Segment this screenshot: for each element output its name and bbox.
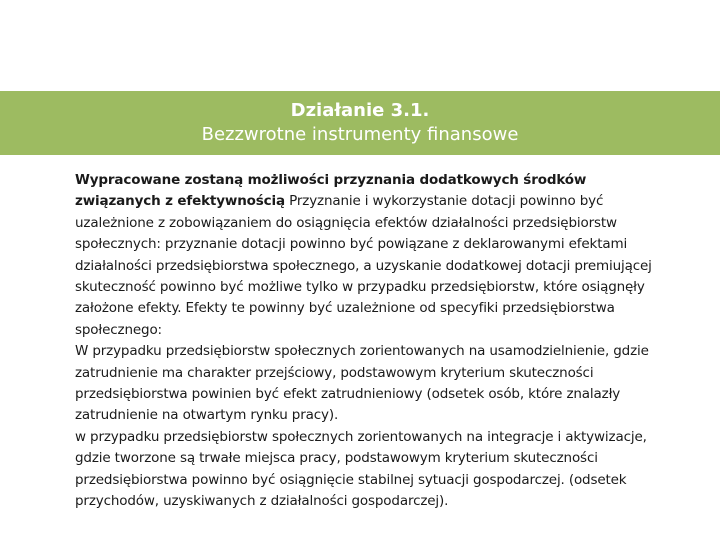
paragraph-2: W przypadku przedsiębiorstw społecznych zorientowanych na usamodzielnienie, gdzie zatrudnienie ma charakter przejściowy, podstawowym kryterium skuteczności przedsiębiorstwa powinien być efekt zatrudnieniowy (odsetek osób, które znalazły zatrudnienie na otwartym rynku pracy).: [75, 343, 649, 424]
paragraph-1: [75, 170, 667, 341]
title-banner: [0, 91, 720, 155]
lead-text: Przyznanie i wykorzystanie dotacji powinno być uzależnione z zobowiązaniem do osiągnięcia efektów działalności przedsiębiorstw społecznych: przyznanie dotacji powinno być powiązane z deklarowanymi efektami działalności przedsiębiorstwa społecznego, a uzyskanie dodatkowej dotacji premiującej skuteczność powinno być możliwe tylko w przypadku przedsiębiorstw, które osiągnęły założone efekty. Efekty te powinny być uzależnione od specyfiki przedsiębiorstwa społecznego:: [75, 193, 652, 338]
paragraph-3: w przypadku przedsiębiorstw społecznych zorientowanych na integracje i aktywizacje, gdzie tworzone są trwałe miejsca pracy, podstawowym kryterium skuteczności przedsiębiorstwa powinno być osiągnięcie stabilnej sytuacji gospodarczej. (odsetek przychodów, uzyskiwanych z działalności gospodarczej).: [75, 428, 647, 510]
lead-bold-text: Wypracowane zostaną możliwości przyznania dodatkowych środków związanych z efektywnością: [75, 172, 587, 210]
slide-title: Działanie 3.1.: [290, 100, 430, 121]
slide-subtitle: Bezzwrotne instrumenty finansowe: [201, 124, 519, 145]
body-text: [75, 170, 667, 513]
